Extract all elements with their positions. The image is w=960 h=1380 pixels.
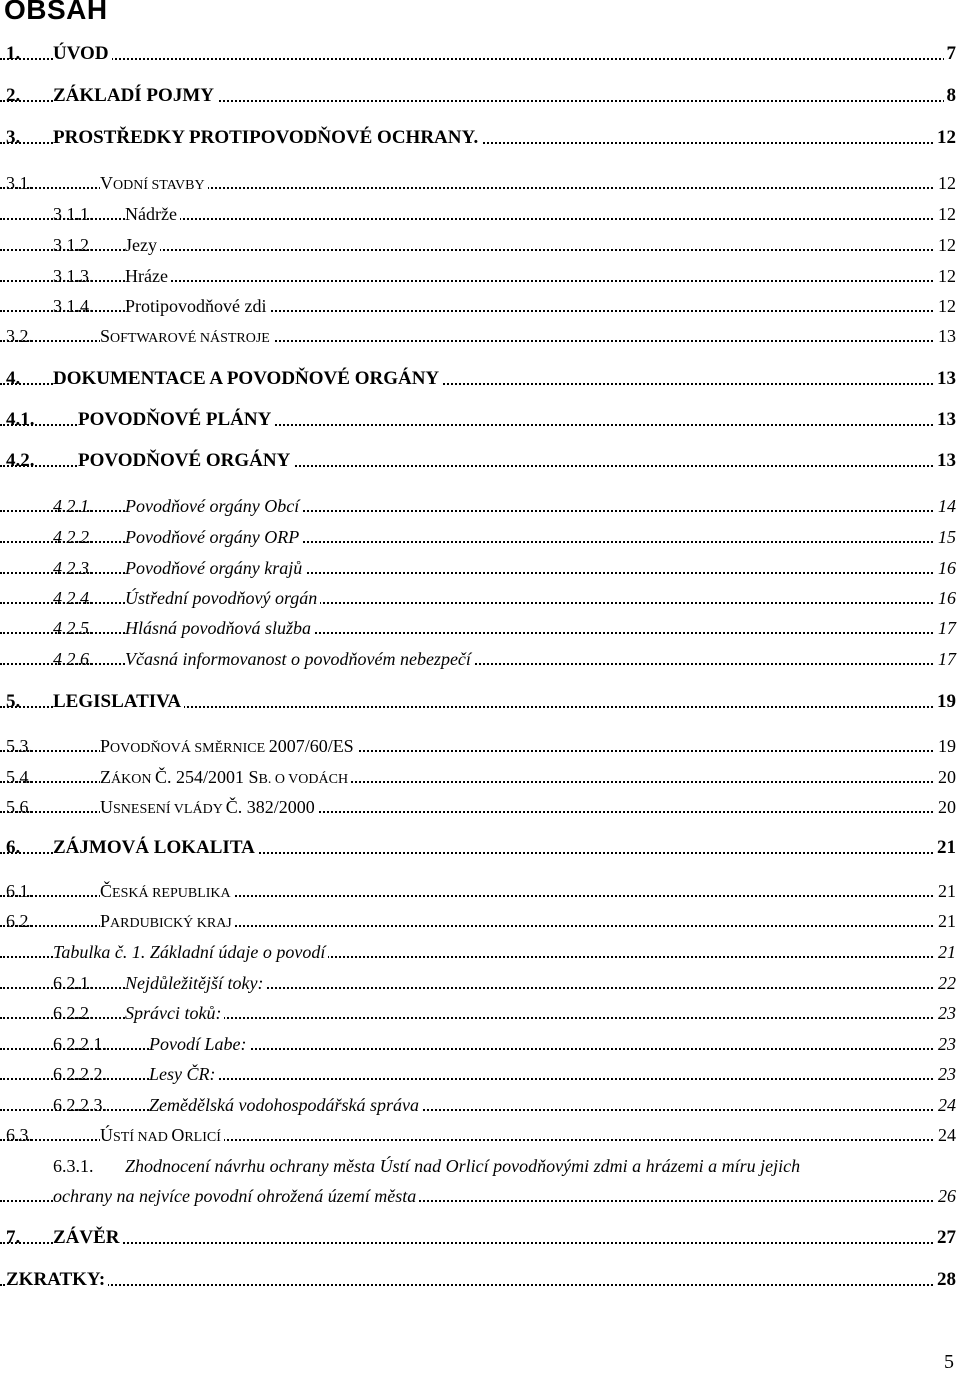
toc-entry[interactable] <box>0 324 960 350</box>
toc-entry[interactable] <box>0 525 960 551</box>
toc-text: Správci toků: <box>125 1003 224 1024</box>
toc-number: 1. <box>6 43 21 64</box>
toc-number: 4.2.4. <box>53 588 94 608</box>
toc-text: Lesy ČR: <box>149 1064 219 1085</box>
toc-entry[interactable] <box>0 586 960 612</box>
toc-entry-line1[interactable] <box>0 1154 960 1180</box>
toc-number: 6. <box>6 837 21 858</box>
toc-number: 5.3. <box>6 736 33 756</box>
toc-number: 4.2.5. <box>53 618 94 638</box>
toc-text: Ústřední povodňový orgán <box>125 588 320 609</box>
page-number: 5 <box>944 1351 954 1373</box>
toc-text: ÚVOD <box>53 43 112 65</box>
toc-page: 27 <box>934 1227 956 1249</box>
toc-page: 15 <box>935 527 956 548</box>
toc-text: USNESENÍ VLÁDY Č. 382/2000 <box>100 797 318 818</box>
toc-page: 19 <box>934 691 956 713</box>
toc-entry[interactable] <box>0 367 960 393</box>
dot-leader <box>0 1284 956 1286</box>
toc-entry[interactable] <box>0 1268 960 1294</box>
toc-page: 22 <box>935 973 956 994</box>
toc-number: 4.2.1. <box>53 496 94 516</box>
toc-number: 5. <box>6 691 21 712</box>
toc-number: 6.2.2. <box>53 1003 94 1023</box>
toc-page: 13 <box>934 409 956 431</box>
toc-text: ČESKÁ REPUBLIKA <box>100 881 234 902</box>
toc-text: POVODŇOVÉ PLÁNY <box>78 409 274 431</box>
toc-page: 21 <box>934 837 956 859</box>
toc-number: 4.1. <box>6 409 35 430</box>
toc-number: 6.3.1. <box>53 1156 94 1176</box>
toc-text: POVODŇOVÉ ORGÁNY <box>78 450 293 472</box>
toc-page: 16 <box>935 558 956 579</box>
page-title: OBSAH <box>4 0 108 25</box>
toc-page: 7 <box>944 43 957 65</box>
toc-text: Tabulka č. 1. Základní údaje o povodí <box>53 942 328 963</box>
toc-text: DOKUMENTACE A POVODŇOVÉ ORGÁNY <box>53 368 442 390</box>
toc-text: ZÁVĚR <box>53 1227 123 1249</box>
dot-leader <box>0 1242 956 1244</box>
toc-entry[interactable] <box>0 690 960 716</box>
toc-page: 20 <box>935 767 956 788</box>
toc-page: 8 <box>944 85 957 107</box>
toc-number: 5.6. <box>6 797 33 817</box>
toc-page: 24 <box>935 1095 956 1116</box>
toc-text: Zemědělská vodohospodářská správa <box>149 1095 422 1116</box>
toc-text: PROSTŘEDKY PROTIPOVODŇOVÉ OCHRANY. <box>53 127 481 149</box>
toc-entry[interactable] <box>0 1001 960 1027</box>
toc-number: 4. <box>6 368 21 389</box>
toc-entry[interactable] <box>0 1123 960 1149</box>
toc-entry[interactable] <box>0 264 960 290</box>
toc-entry[interactable] <box>0 1032 960 1058</box>
toc-entry[interactable] <box>0 940 960 966</box>
toc-entry[interactable] <box>0 1062 960 1088</box>
toc-number: 3.1.1. <box>53 204 94 224</box>
toc-number: 6.2.2.2. <box>53 1064 107 1084</box>
toc-page: 21 <box>935 942 956 963</box>
toc-page: 13 <box>935 326 956 347</box>
toc-number: 4.2. <box>6 450 35 471</box>
toc-page: 12 <box>934 127 956 149</box>
toc-page: 13 <box>934 450 956 472</box>
toc-text: Jezy <box>125 235 160 256</box>
toc-text: POVODŇOVÁ SMĚRNICE 2007/60/ES <box>100 736 357 757</box>
toc-page: 14 <box>935 496 956 517</box>
toc-page: 23 <box>935 1034 956 1055</box>
toc-entry[interactable] <box>0 171 960 197</box>
toc-number: 3.1. <box>6 173 33 193</box>
toc-entry[interactable] <box>0 734 960 760</box>
toc-entry[interactable] <box>0 449 960 475</box>
toc-number: 3. <box>6 127 21 148</box>
toc-page: 13 <box>934 368 956 390</box>
dot-leader <box>0 1109 956 1111</box>
toc-number: 6.1. <box>6 881 33 901</box>
toc-text: SOFTWAROVÉ NÁSTROJE <box>100 326 273 347</box>
toc-text: Hráze <box>125 266 171 287</box>
toc-page: 23 <box>935 1003 956 1024</box>
toc-text: Povodňové orgány krajů <box>125 558 305 579</box>
toc-number: 7. <box>6 1227 21 1248</box>
toc-text: Nádrže <box>125 204 180 225</box>
toc-entry[interactable] <box>0 126 960 152</box>
toc-page: 21 <box>935 911 956 932</box>
toc-number: 3.1.2. <box>53 235 94 255</box>
toc-number: 6.2.2.1. <box>53 1034 107 1054</box>
toc-text: Včasná informovanost o povodňovém nebezpečí <box>125 649 474 670</box>
toc-text: Nejdůležitější toky: <box>125 973 266 994</box>
toc-text: Povodí Labe: <box>149 1034 249 1055</box>
toc-number: 6.2. <box>6 911 33 931</box>
dot-leader <box>0 1078 956 1080</box>
toc-page: 17 <box>935 649 956 670</box>
toc-entry[interactable] <box>0 42 960 68</box>
toc-page: 19 <box>935 736 956 757</box>
toc-entry[interactable] <box>0 294 960 320</box>
toc-text: Zhodnocení návrhu ochrany města Ústí nad Orlicí povodňovými zdmi a hrázemi a míru jejich <box>125 1156 803 1177</box>
toc-number: 3.1.4. <box>53 296 94 316</box>
toc-number: 2. <box>6 85 21 106</box>
toc-entry[interactable] <box>0 879 960 905</box>
toc-entry[interactable] <box>0 1093 960 1119</box>
toc-text: Povodňové orgány ORP <box>125 527 302 548</box>
toc-page: 21 <box>935 881 956 902</box>
toc-entry[interactable] <box>0 84 960 110</box>
dot-leader <box>0 1048 956 1050</box>
toc-entry[interactable] <box>0 795 960 821</box>
toc-text: VODNÍ STAVBY <box>100 173 208 194</box>
toc-text: LEGISLATIVA <box>53 691 184 713</box>
toc-text: Protipovodňové zdi <box>125 296 270 317</box>
toc-entry[interactable] <box>0 971 960 997</box>
toc-number: 4.2.2. <box>53 527 94 547</box>
toc-text: ZÁKLADÍ POJMY <box>53 85 217 107</box>
toc-page: 12 <box>935 173 956 194</box>
toc-entry[interactable] <box>0 233 960 259</box>
toc-number: 3.1.3. <box>53 266 94 286</box>
toc-page: 16 <box>935 588 956 609</box>
toc-page: 12 <box>935 204 956 225</box>
toc-number: 6.2.1. <box>53 973 94 993</box>
toc-text: Povodňové orgány Obcí <box>125 496 302 517</box>
toc-page: 12 <box>935 266 956 287</box>
toc-entry[interactable] <box>0 408 960 434</box>
toc-text: ÚSTÍ NAD ORLICÍ <box>100 1125 224 1146</box>
toc-text: ZÁJMOVÁ LOKALITA <box>53 837 258 859</box>
toc-text: ZÁKON Č. 254/2001 SB. O VODÁCH <box>100 767 351 788</box>
toc-number: 6.2.2.3. <box>53 1095 107 1115</box>
toc-text: ZKRATKY: <box>6 1269 108 1291</box>
toc-entry[interactable] <box>0 765 960 791</box>
toc-text: Hlásná povodňová služba <box>125 618 314 639</box>
toc-page: 26 <box>935 1186 956 1207</box>
toc-text-continued: ochrany na nejvíce povodní ohrožená území města <box>53 1186 419 1207</box>
toc-entry[interactable] <box>0 909 960 935</box>
toc-number: 3.2. <box>6 326 33 346</box>
toc-page: 24 <box>935 1125 956 1146</box>
toc-page: 23 <box>935 1064 956 1085</box>
toc-entry[interactable] <box>0 1184 960 1210</box>
toc-page: 17 <box>935 618 956 639</box>
toc-entry[interactable] <box>0 202 960 228</box>
toc-entry[interactable] <box>0 647 960 673</box>
toc-number: 6.3. <box>6 1125 33 1145</box>
dot-leader <box>0 58 956 60</box>
toc-page: 20 <box>935 797 956 818</box>
toc-page: 12 <box>935 235 956 256</box>
toc-number: 5.4. <box>6 767 33 787</box>
toc-number: 4.2.6. <box>53 649 94 669</box>
toc-entry[interactable] <box>0 494 960 520</box>
toc-entry[interactable] <box>0 836 960 862</box>
toc-entry[interactable] <box>0 556 960 582</box>
toc-entry[interactable] <box>0 1226 960 1252</box>
toc-text: PARDUBICKÝ KRAJ <box>100 911 235 932</box>
toc-entry[interactable] <box>0 616 960 642</box>
toc-page: 12 <box>935 296 956 317</box>
toc-number: 4.2.3. <box>53 558 94 578</box>
toc-page: 28 <box>934 1269 956 1291</box>
